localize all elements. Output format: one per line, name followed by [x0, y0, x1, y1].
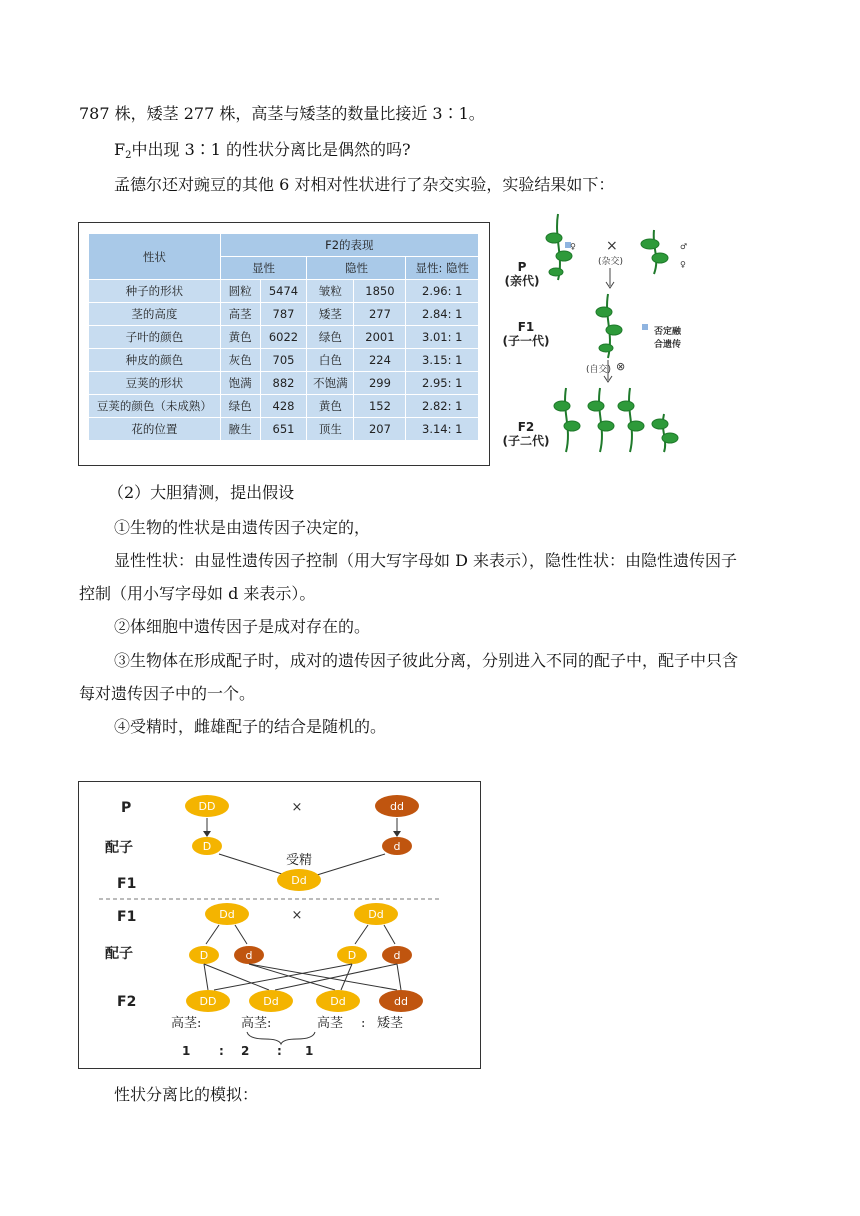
arrow-head: [393, 831, 401, 837]
cell-recessive-count: 1850: [354, 280, 406, 303]
cell-ratio: 2.84: 1: [406, 303, 479, 326]
phenotype-label: 高茎: [317, 1016, 344, 1031]
ratio-separator: :: [219, 1044, 224, 1058]
p-label: P: [517, 260, 527, 274]
header-dominant: 显性: [220, 257, 307, 280]
ratio-value: 1: [305, 1044, 314, 1058]
pea-leaf: [588, 401, 604, 411]
pea-leaf: [652, 253, 668, 263]
arrow-line: [219, 854, 285, 875]
pea-leaf: [652, 419, 668, 429]
cell-recessive-count: 299: [354, 372, 406, 395]
question-text: 中出现 3∶1 的性状分离比是偶然的吗?: [131, 140, 411, 159]
genotype-label: Dd: [219, 908, 235, 921]
paragraph-line: 控制（用小写字母如 d 来表示）。: [79, 584, 316, 603]
fertilization-label: 受精: [285, 853, 313, 868]
label-f1: F1: [117, 909, 137, 925]
cross-symbol: ×: [291, 908, 303, 923]
paragraph-line: 孟德尔还对豌豆的其他 6 对相对性状进行了杂交实验，实验结果如下：: [114, 175, 615, 194]
pea-leaf: [596, 307, 612, 317]
cross-symbol: ×: [606, 238, 618, 254]
arrow-line: [204, 964, 208, 990]
plant-stem: [599, 388, 602, 452]
cell-ratio: 3.14: 1: [406, 418, 479, 441]
ratio-separator: :: [277, 1044, 282, 1058]
table-row: [89, 326, 479, 349]
cell-trait: 子叶的颜色: [89, 326, 221, 349]
cross-text: (杂交): [598, 257, 624, 267]
cell-dominant-count: 705: [260, 349, 307, 372]
label-p: P: [121, 800, 132, 816]
genetic-cross-diagram: [78, 781, 481, 1069]
cell-recessive-count: 2001: [354, 326, 406, 349]
label-f2: F2: [117, 994, 137, 1010]
cell-dominant-count: 882: [260, 372, 307, 395]
cell-ratio: 2.96: 1: [406, 280, 479, 303]
arrow-line: [355, 925, 368, 944]
pea-leaf: [564, 421, 580, 431]
gamete-label: d: [393, 840, 401, 853]
table-row: [89, 372, 479, 395]
cell-dominant: 灰色: [220, 349, 260, 372]
ratio-separator: :: [361, 1016, 366, 1031]
pea-leaf: [599, 344, 613, 352]
marker-icon: [642, 324, 648, 330]
paragraph-line: ③生物体在形成配子时，成对的遗传因子彼此分离，分别进入不同的配子中，配子中只含: [114, 651, 739, 670]
cell-dominant-count: 428: [260, 395, 307, 418]
arrow-line: [235, 925, 247, 944]
gamete-label: D: [347, 949, 357, 962]
genotype-label: Dd: [291, 874, 307, 887]
trait-table-figure: [78, 222, 490, 466]
cell-dominant-count: 787: [260, 303, 307, 326]
header-trait: 性状: [89, 234, 221, 280]
cell-recessive: 矮茎: [307, 303, 354, 326]
cross-symbol: ×: [291, 800, 303, 815]
arrow-line: [384, 925, 395, 944]
table-row: [89, 280, 479, 303]
f1-label: F1: [517, 320, 535, 334]
ratio-value: 2: [241, 1044, 250, 1058]
table-row: [89, 349, 479, 372]
paragraph-line: 性状分离比的模拟：: [114, 1085, 259, 1104]
genotype-label: Dd: [330, 995, 346, 1008]
f1-sublabel: (子一代): [502, 334, 550, 348]
plant-stem: [629, 388, 632, 452]
cell-recessive-count: 152: [354, 395, 406, 418]
pea-cross-figure: [494, 208, 694, 458]
arrow-line: [214, 964, 352, 990]
cell-dominant: 黄色: [220, 326, 260, 349]
cell-trait: 种皮的颜色: [89, 349, 221, 372]
cell-trait: 豆荚的形状: [89, 372, 221, 395]
cell-dominant: 绿色: [220, 395, 260, 418]
gamete-label: D: [202, 840, 212, 853]
header-f2: F2的表现: [220, 234, 478, 257]
pea-leaf: [556, 251, 572, 261]
ratio-value: 1: [182, 1044, 191, 1058]
note-text: [654, 324, 681, 350]
label-gamete: 配子: [105, 946, 133, 962]
cell-recessive: 皱粒: [307, 280, 354, 303]
paragraph-line: 每对遗传因子中的一个。: [79, 684, 256, 703]
genotype-label: Dd: [263, 995, 279, 1008]
paragraph-line: ②体细胞中遗传因子是成对存在的。: [114, 617, 371, 636]
female-icon: ♀: [570, 242, 576, 251]
cell-dominant: 高茎: [220, 303, 260, 326]
note-line: 合遗传: [654, 340, 682, 350]
cell-dominant-count: 6022: [260, 326, 307, 349]
p-sublabel: (亲代): [504, 274, 540, 288]
paragraph-line: ④受精时，雌雄配子的结合是随机的。: [114, 717, 387, 736]
arrow-line: [317, 854, 385, 875]
plant-stem: [654, 230, 657, 274]
cell-recessive: 顶生: [307, 418, 354, 441]
arrow-head: [203, 831, 211, 837]
self-cross-text: (自交): [586, 365, 612, 375]
plant-stem: [565, 388, 568, 452]
pea-leaf: [628, 421, 644, 431]
cell-ratio: 2.95: 1: [406, 372, 479, 395]
cell-recessive-count: 207: [354, 418, 406, 441]
note-line: 否定融: [654, 327, 682, 337]
table-row: [89, 395, 479, 418]
phenotype-label: 高茎:: [241, 1016, 272, 1031]
cell-recessive: 绿色: [307, 326, 354, 349]
cell-recessive: 不饱满: [307, 372, 354, 395]
header-ratio: 显性: 隐性: [406, 257, 479, 280]
pea-leaf: [549, 268, 563, 276]
brace: [247, 1032, 315, 1044]
gamete-label: d: [393, 949, 401, 962]
trait-table: [88, 233, 479, 441]
pea-leaf: [598, 421, 614, 431]
pea-leaf: [641, 239, 659, 249]
f2-subscript: 2: [125, 150, 132, 161]
cell-trait: 花的位置: [89, 418, 221, 441]
cell-ratio: 3.15: 1: [406, 349, 479, 372]
cell-recessive-count: 224: [354, 349, 406, 372]
pea-leaf: [662, 433, 678, 443]
self-cross-symbol: ⊗: [616, 360, 626, 373]
genotype-label: dd: [390, 800, 404, 813]
cell-ratio: 2.82: 1: [406, 395, 479, 418]
cell-dominant-count: 651: [260, 418, 307, 441]
arrow-line: [397, 964, 401, 990]
cross-diagram-svg: [79, 782, 480, 1068]
f2-symbol: F: [114, 140, 126, 159]
paragraph-line: ①生物的性状是由遗传因子决定的，: [114, 518, 371, 537]
cell-trait: 豆荚的颜色（未成熟）: [89, 395, 221, 418]
f2-label: F2: [517, 420, 535, 434]
f2-sublabel: (子二代): [502, 434, 550, 448]
gamete-label: D: [199, 949, 209, 962]
cell-ratio: 3.01: 1: [406, 326, 479, 349]
pea-leaf: [546, 233, 562, 243]
cell-dominant: 饱满: [220, 372, 260, 395]
label-f1: F1: [117, 876, 137, 892]
cell-dominant-count: 5474: [260, 280, 307, 303]
cell-recessive-count: 277: [354, 303, 406, 326]
cell-dominant: 腋生: [220, 418, 260, 441]
genotype-label: DD: [198, 800, 216, 813]
table-row: [89, 303, 479, 326]
header-recessive: 隐性: [307, 257, 406, 280]
cell-recessive: 白色: [307, 349, 354, 372]
cell-trait: 种子的形状: [89, 280, 221, 303]
arrow-line: [341, 964, 352, 990]
cell-trait: 茎的高度: [89, 303, 221, 326]
section-heading: （2）大胆猜测，提出假设: [108, 483, 295, 502]
genotype-label: DD: [199, 995, 217, 1008]
table-row: [89, 418, 479, 441]
gamete-label: d: [245, 949, 253, 962]
label-gamete: 配子: [105, 840, 133, 856]
arrow-line: [206, 925, 219, 944]
cell-recessive: 黄色: [307, 395, 354, 418]
paragraph-line: 787 株，矮茎 277 株，高茎与矮茎的数量比接近 3∶1。: [79, 104, 485, 123]
paragraph-line: [114, 139, 411, 167]
pea-leaf: [606, 325, 622, 335]
phenotype-label: 矮茎: [377, 1016, 404, 1031]
genotype-label: Dd: [368, 908, 384, 921]
male-icon: ♂: [680, 242, 688, 251]
pea-leaf: [618, 401, 634, 411]
female-icon: ♀: [680, 260, 686, 269]
phenotype-label: 高茎:: [171, 1016, 202, 1031]
pea-leaf: [554, 401, 570, 411]
paragraph-line: 显性性状：由显性遗传因子控制（用大写字母如 D 来表示），隐性性状：由隐性遗传因子: [114, 551, 738, 570]
cell-dominant: 圆粒: [220, 280, 260, 303]
genotype-label: dd: [394, 995, 408, 1008]
